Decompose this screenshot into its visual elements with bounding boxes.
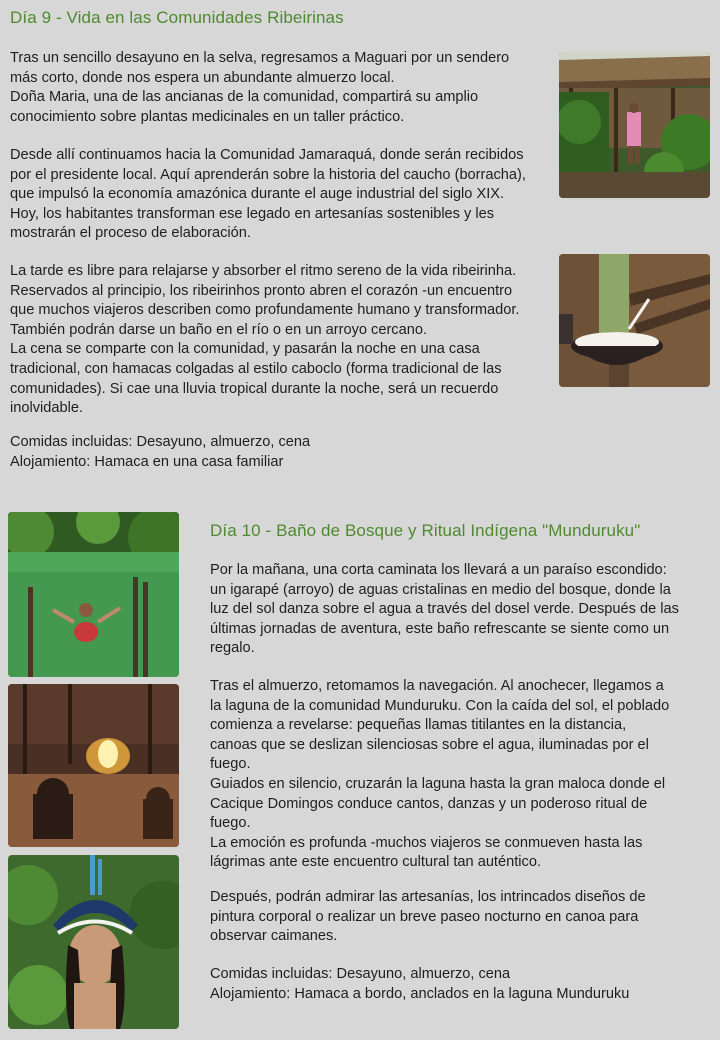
text-line: Tras un sencillo desayuno en la selva, regresamos a Maguari por un sendero [10,50,510,66]
text-line: Por la mañana, una corta caminata los llevará a un paraíso escondido: [210,562,667,578]
text-line: Después, podrán admirar las artesanías, los intrincados diseños de [210,889,646,905]
text-line: La cena se comparte con la comunidad, y pasarán la noche en una casa [10,341,480,358]
text-line: la laguna de la comunidad Munduruku. Con la caída del sol, el poblado [210,697,670,714]
text-line: canoas que se deslizan silenciosas sobre el agua, iluminadas por el [210,736,649,753]
day9-included [10,433,310,472]
lodging: Alojamiento: Hamaca a bordo, anclados en la laguna Munduruku [210,985,630,1002]
forest-stream-bath-photo [8,512,179,677]
text-line: La tarde es libre para relajarse y absorber el ritmo sereno de la vida ribeirinha. [10,263,517,279]
thatched-hut-photo [559,52,710,198]
text-line: conocimiento sobre plantas medicinales en un taller práctico. [10,108,405,125]
day9-title: Día 9 - Vida en las Comunidades Ribeirinas [10,8,344,27]
text-line: También podrán darse un baño en el río o en un arroyo cercano. [10,321,428,338]
text-line: un igarapé (arroyo) de aguas cristalinas en medio del bosque, donde la [210,581,671,598]
day9-paragraph-3 [10,262,519,419]
text-line: que impulsó la economía amazónica durante el auge industrial del siglo XIX. [10,186,505,203]
text-line: comunidades). Si cae una lluvia tropical durante la noche, será un recuerdo [10,380,499,397]
day10-included [210,965,629,1004]
text-line: Guiados en silencio, cruzarán la laguna hasta la gran maloca donde el [210,775,666,792]
day10-title: Día 10 - Baño de Bosque y Ritual Indígena "Munduruku" [210,521,641,540]
text-line: inolvidable. [10,400,84,417]
text-line: Cacique Domingos conduce cantos, danzas y un poderoso ritual de [210,795,648,812]
day10-paragraph-3 [210,888,646,947]
text-line: Desde allí continuamos hacia la Comunidad Jamaraquá, donde serán recibidos [10,147,524,163]
meals-included: Comidas incluidas: Desayuno, almuerzo, cena [210,966,511,982]
text-line: más corto, donde nos espera un abundante almuerzo local. [10,69,395,86]
fire-ritual-photo [8,684,179,847]
text-line: tradicional, con hamacas colgadas al estilo caboclo (forma tradicional de las [10,360,502,377]
text-line: por el presidente local. Aquí aprenderán sobre la historia del caucho (borracha), [10,166,526,183]
day10-paragraph-1 [210,561,679,659]
day10-paragraph-2 [210,677,669,873]
day9-paragraph-2 [10,146,526,244]
text-line: Reservados al principio, los ribeirinhos pronto abren el corazón -un encuentro [10,282,513,299]
text-line: observar caimanes. [210,928,338,945]
text-line: Doña Maria, una de las ancianas de la comunidad, compartirá su amplio [10,89,479,106]
text-line: Tras el almuerzo, retomamos la navegación. Al anochecer, llegamos a [210,678,664,694]
text-line: lágrimas ante este encuentro cultural tan auténtico. [210,854,541,871]
text-line: comienza a revelarse: pequeñas llamas titilantes en la distancia, [210,717,627,734]
lodging: Alojamiento: Hamaca en una casa familiar [10,453,284,470]
meals-included: Comidas incluidas: Desayuno, almuerzo, cena [10,434,311,450]
rubber-tapping-photo [559,254,710,387]
text-line: últimas jornadas de aventura, este baño refrescante se siente como un [210,620,670,637]
day9-paragraph-1 [10,49,509,127]
text-line: fuego. [210,756,251,773]
text-line: que muchos viajeros describen como profundamente humano y transformador. [10,302,520,319]
text-line: regalo. [210,640,255,657]
text-line: fuego. [210,815,251,832]
text-line: luz del sol danza sobre el agua a través del dosel verde. Después de las [210,601,679,618]
text-line: pintura corporal o realizar un breve paseo nocturno en canoa para [210,908,639,925]
indigenous-child-photo [8,855,179,1029]
text-line: La emoción es profunda -muchos viajeros se conmueven hasta las [210,834,643,851]
text-line: mostrarán el proceso de elaboración. [10,225,251,242]
text-line: Hoy, los habitantes transforman ese legado en artesanías sostenibles y les [10,205,495,222]
